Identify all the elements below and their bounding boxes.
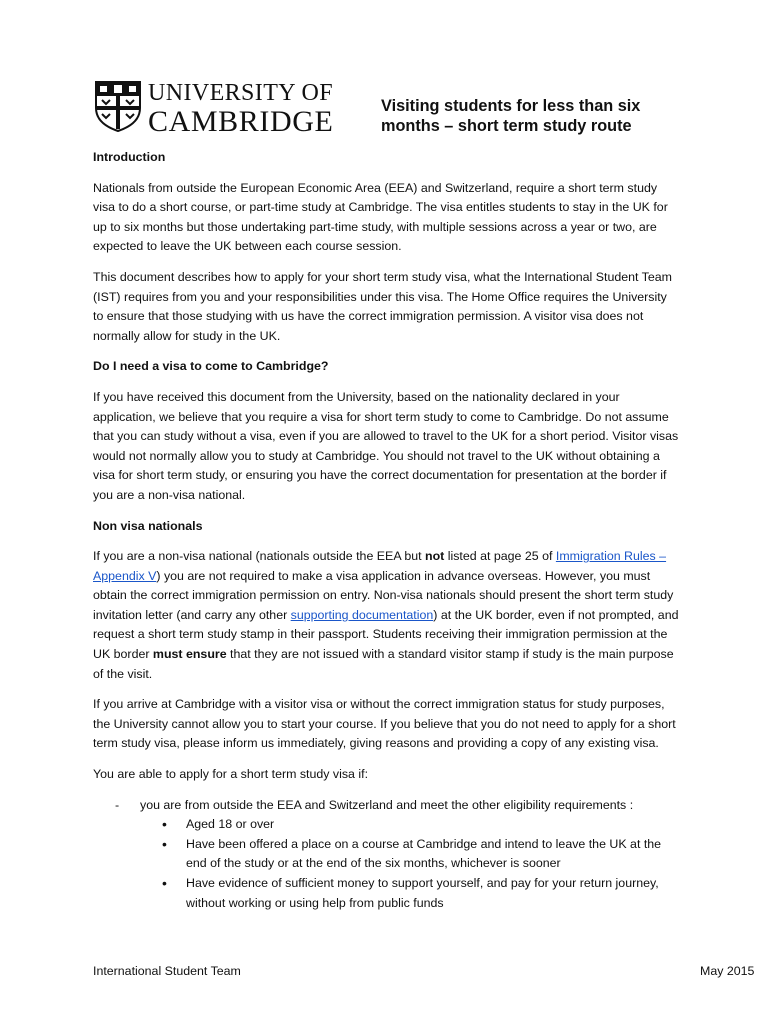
heading-visa-needed: Do I need a visa to come to Cambridge? — [93, 359, 329, 374]
footer-date: May 2015 — [700, 964, 755, 978]
logo-line-2: CAMBRIDGE — [148, 105, 334, 138]
university-logo — [94, 80, 354, 138]
document-body — [93, 148, 679, 913]
text-span: If you are a non-visa national (nationals outside the EEA but — [93, 549, 426, 564]
document-title-line-2: months – short term study route — [381, 117, 632, 135]
text-span: that they are not issued with a standard visitor stamp if study is the main purpose of the visit. — [93, 647, 674, 681]
university-crest-icon — [94, 80, 142, 132]
document-title — [381, 96, 721, 136]
text-span: listed at page 25 of — [444, 549, 556, 564]
text-span: ) at the UK border, even if not prompted, and request a short term study stamp in their passport. Students receiving their immigration permission at the UK border — [93, 607, 679, 662]
list-item: • Have been offered a place on a course at Cambridge and intend to leave the UK at the end of the study or at the end of the six months, whichever is sooner — [186, 835, 679, 874]
dash-item-text: you are from outside the EEA and Switzerland and meet the other eligibility requirements : — [140, 797, 634, 812]
bold-must-ensure: must ensure — [152, 647, 227, 662]
paragraph-eligibility-intro: You are able to apply for a short term study visa if: — [93, 767, 369, 782]
paragraph-visa-1: If you have received this document from the University, based on the nationality declared in your application, we believe that you require a visa for short term study to come to Cambridge. Do not assume that you can study without a visa, even if you are allowed to travel to the UK for a short period. Visitor visas would not normally allow you to study at Cambridge. You should not travel to the UK without obtaining a visa for short term study, or ensuring you have the correct documentation for presentation at the border if you are a non-visa national. — [93, 389, 679, 502]
heading-non-visa-nationals: Non visa nationals — [93, 518, 203, 533]
logo-line-1: UNIVERSITY OF — [148, 80, 333, 106]
eligibility-bullets — [140, 815, 679, 913]
list-item — [93, 796, 679, 914]
eligibility-list — [93, 796, 679, 914]
logo-wordmark — [148, 80, 333, 137]
supporting-documentation-link[interactable]: supporting documentation — [290, 607, 434, 622]
list-item: • Aged 18 or over — [186, 815, 679, 835]
immigration-rules-link[interactable]: Immigration Rules – Appendix V — [93, 549, 667, 583]
paragraph-intro-1: Nationals from outside the European Economic Area (EEA) and Switzerland, require a short term study visa to do a short course, or part-time study at Cambridge. The visa entitles students to stay in the UK for up to six months but those undertaking part-time study, with multiple sessions across a year or two, are expected to leave the UK between each course session. — [93, 180, 668, 254]
paragraph-non-visa-1 — [93, 547, 679, 684]
document-title-line-1: Visiting students for less than six — [381, 97, 641, 115]
bold-not: not — [425, 549, 445, 564]
paragraph-non-visa-2: If you arrive at Cambridge with a visitor visa or without the correct immigration status for study purposes, the University cannot allow you to start your course. If you believe that you do not need to apply for a short term study visa, please inform us immediately, giving reasons and providing a copy of any existing visa. — [93, 697, 676, 751]
text-span: ) you are not required to make a visa application in advance overseas. However, you must obtain the correct immigration permission on entry. Non-visa nationals should present the short term study invitation letter (and carry any other — [93, 568, 674, 622]
footer-team: International Student Team — [93, 964, 241, 978]
heading-introduction: Introduction — [93, 150, 166, 164]
list-item: • Have evidence of sufficient money to support yourself, and pay for your return journey, without working or using help from public funds — [186, 874, 679, 913]
paragraph-intro-2: This document describes how to apply for your short term study visa, what the International Student Team (IST) requires from you and your responsibilities under this visa. The Home Office requires the University to ensure that those studying with us have the correct immigration permission. A visitor visa does not normally allow for study in the UK. — [93, 269, 672, 343]
